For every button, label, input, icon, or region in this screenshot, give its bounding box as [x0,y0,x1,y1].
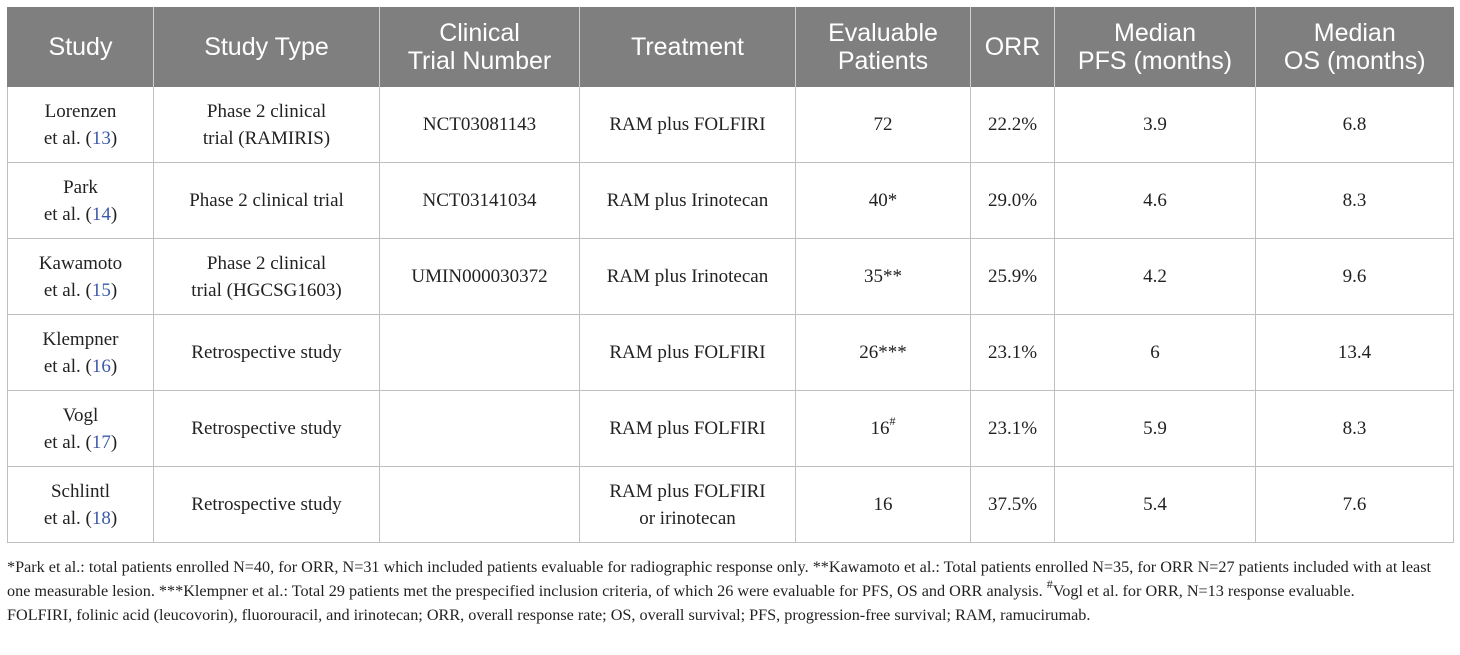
cell-orr: 23.1% [971,315,1055,391]
table-container [7,7,1453,543]
cell-study: Schlintl et al. (18) [8,467,154,543]
cell-treatment: RAM plus FOLFIRI [580,391,796,467]
cell-median-pfs: 3.9 [1055,87,1256,163]
footnote-marker: # [889,413,896,428]
cell-orr: 22.2% [971,87,1055,163]
cell-trial-number: UMIN000030372 [380,239,580,315]
table-row [8,391,1454,467]
cell-study-type: Phase 2 clinical trial (HGCSG1603) [154,239,380,315]
cell-evaluable-patients: 72 [796,87,971,163]
cell-study: Vogl et al. (17) [8,391,154,467]
footnote-abbreviations: FOLFIRI, folinic acid (leucovorin), fluorouracil, and irinotecan; ORR, overall response rate; OS, overall survival; PFS, progression-free survival; RAM, ramucirumab. [7,606,1091,624]
reference-link[interactable]: 16 [91,355,111,377]
cell-study: Lorenzen et al. (13) [8,87,154,163]
cell-treatment: RAM plus Irinotecan [580,163,796,239]
cell-treatment: RAM plus Irinotecan [580,239,796,315]
table-row [8,163,1454,239]
cell-study-type: Retrospective study [154,467,380,543]
cell-median-pfs: 4.2 [1055,239,1256,315]
table-row [8,87,1454,163]
cell-trial-number [380,391,580,467]
header-evaluable-patients: Evaluable Patients [796,7,971,87]
reference-link[interactable]: 13 [91,127,111,149]
header-study-type: Study Type [154,7,380,87]
table-row [8,467,1454,543]
header-row [8,7,1454,87]
header-median-pfs: Median PFS (months) [1055,7,1256,87]
reference-link[interactable]: 15 [91,279,111,301]
cell-study: Park et al. (14) [8,163,154,239]
cell-median-os: 6.8 [1256,87,1454,163]
cell-median-pfs: 5.4 [1055,467,1256,543]
cell-trial-number [380,467,580,543]
table-row [8,315,1454,391]
cell-study-type: Phase 2 clinical trial (RAMIRIS) [154,87,380,163]
table-footnotes [7,555,1457,627]
header-treatment: Treatment [580,7,796,87]
cell-median-os: 13.4 [1256,315,1454,391]
cell-orr: 37.5% [971,467,1055,543]
cell-study-type: Retrospective study [154,391,380,467]
cell-evaluable-patients: 40* [796,163,971,239]
study-table [7,7,1454,543]
cell-trial-number [380,315,580,391]
cell-orr: 23.1% [971,391,1055,467]
cell-evaluable-patients: 35** [796,239,971,315]
reference-link[interactable]: 17 [91,431,111,453]
header-median-os: Median OS (months) [1256,7,1454,87]
cell-treatment: RAM plus FOLFIRI [580,315,796,391]
cell-orr: 25.9% [971,239,1055,315]
cell-orr: 29.0% [971,163,1055,239]
cell-evaluable-patients: 16# [796,391,971,467]
cell-trial-number: NCT03141034 [380,163,580,239]
header-orr: ORR [971,7,1055,87]
cell-median-os: 7.6 [1256,467,1454,543]
reference-link[interactable]: 14 [91,203,111,225]
cell-evaluable-patients: 16 [796,467,971,543]
cell-median-os: 9.6 [1256,239,1454,315]
header-trial-number: Clinical Trial Number [380,7,580,87]
cell-median-pfs: 6 [1055,315,1256,391]
cell-evaluable-patients: 26*** [796,315,971,391]
header-study: Study [8,7,154,87]
cell-treatment: RAM plus FOLFIRI [580,87,796,163]
cell-study-type: Phase 2 clinical trial [154,163,380,239]
table-row [8,239,1454,315]
cell-study: Kawamoto et al. (15) [8,239,154,315]
cell-study-type: Retrospective study [154,315,380,391]
cell-median-os: 8.3 [1256,391,1454,467]
cell-study: Klempner et al. (16) [8,315,154,391]
reference-link[interactable]: 18 [91,507,111,529]
cell-median-pfs: 4.6 [1055,163,1256,239]
cell-trial-number: NCT03081143 [380,87,580,163]
cell-treatment: RAM plus FOLFIRI or irinotecan [580,467,796,543]
footnote-marker: # [1046,576,1053,591]
cell-median-os: 8.3 [1256,163,1454,239]
footnote-patients: *Park et al.: total patients enrolled N=40, for ORR, N=31 which included patients evaluable for radiographic response only. **Kawamoto et al.: Total patients enrolled N=35, for ORR N=27 patients included with at least one measurable lesion. ***Klempner et al.: Total 29 patients met the prespecified inclusion criteria, of which 26 were evaluable for PFS, OS and ORR analysis. #Vogl et al. for ORR, N=13 response evaluable. [7,558,1432,600]
cell-median-pfs: 5.9 [1055,391,1256,467]
